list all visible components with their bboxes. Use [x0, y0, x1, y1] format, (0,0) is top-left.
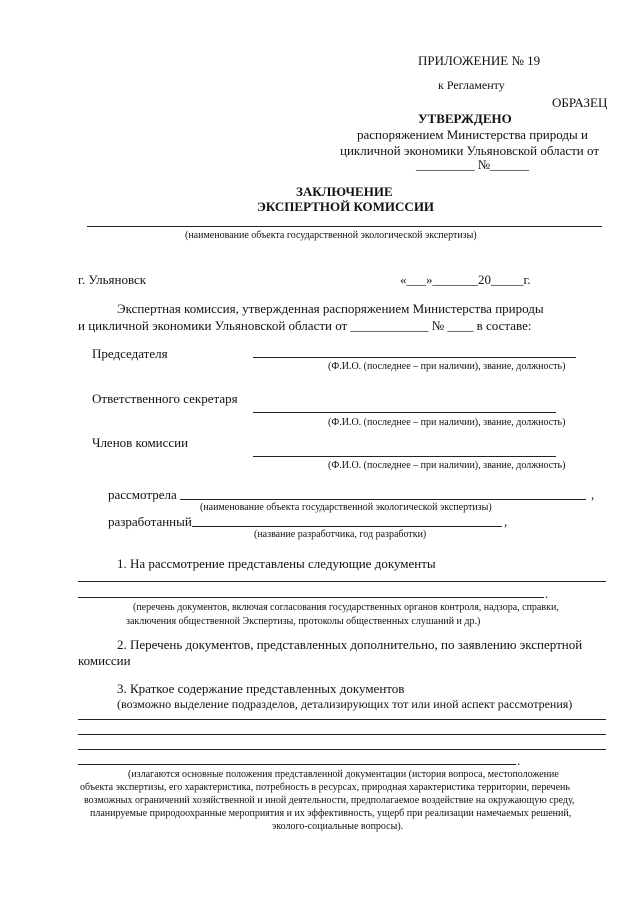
developed-label: разработанный: [108, 514, 192, 529]
approved-date-line: _________ №______: [416, 157, 530, 172]
section3-caption-line1: (излагаются основные положения представленной документации (история вопроса, местоположение: [128, 769, 559, 780]
role-members-caption: (Ф.И.О. (последнее – при наличии), звание, должность): [328, 460, 566, 471]
approved-by-line2: цикличной экономики Ульяновской области от: [340, 143, 600, 158]
section3-line1: [78, 719, 606, 720]
section3-line3: [78, 749, 606, 750]
regulation-ref: к Регламенту: [438, 78, 505, 92]
section3-subheading: (возможно выделение подразделов, детализирующих тот или иной аспект рассмотрения): [117, 697, 573, 711]
section3-caption-line3: возможных ограничений хозяйственной и иной деятельности, предполагаемое воздействие на окружающую среду,: [84, 795, 575, 806]
role-secretary-label: Ответственного секретаря: [92, 391, 238, 406]
section2-line2: комиссии: [78, 653, 131, 668]
role-members-line: [253, 456, 556, 457]
reviewed-caption: (наименование объекта государственной экологической экспертизы): [200, 502, 492, 513]
section3-caption-line4: планируемые природоохранные мероприятия и их эффективность, ущерб при реализации намечаемых решений,: [90, 808, 572, 819]
doc-title-line1: ЗАКЛЮЧЕНИЕ: [296, 184, 393, 199]
doc-date: «___»_______20_____г.: [400, 272, 531, 287]
role-members-label: Членов комиссии: [92, 435, 189, 450]
role-chairman-line: [253, 357, 576, 358]
section3-heading: 3. Краткое содержание представленных документов: [117, 681, 405, 696]
section3-caption-line2: объекта экспертизы, его характеристика, потребность в ресурсах, природная характеристика территории, перечень: [80, 782, 570, 793]
role-secretary-line: [253, 412, 556, 413]
section2-line1: 2. Перечень документов, представленных дополнительно, по заявлению экспертной: [117, 637, 583, 652]
doc-title-line2: ЭКСПЕРТНОЙ КОМИССИИ: [257, 199, 435, 214]
section1-line1: [78, 581, 606, 582]
developed-caption: (название разработчика, год разработки): [254, 529, 427, 540]
reviewed-line: [180, 499, 586, 500]
appendix-number: ПРИЛОЖЕНИЕ № 19: [418, 53, 541, 68]
section1-caption-line1: (перечень документов, включая согласования государственных органов контроля, надзора, справки,: [133, 602, 559, 613]
section3-line2: [78, 734, 606, 735]
section3-line4: [78, 764, 516, 765]
section1-end-dot: .: [545, 586, 549, 601]
developed-comma: ,: [504, 514, 508, 529]
role-secretary-caption: (Ф.И.О. (последнее – при наличии), звание, должность): [328, 417, 566, 428]
city: г. Ульяновск: [78, 272, 147, 287]
intro-line1: Экспертная комиссия, утвержденная распоряжением Министерства природы: [117, 301, 544, 316]
section3-end-dot: .: [517, 753, 521, 768]
section1-caption-line2: заключения общественной Экспертизы, протоколы общественных слушаний и др.): [126, 616, 481, 627]
sample-label: ОБРАЗЕЦ: [552, 95, 608, 110]
approved-by-line1: распоряжением Министерства природы и: [357, 127, 588, 142]
reviewed-comma: ,: [591, 487, 595, 502]
intro-line2: и цикличной экономики Ульяновской области от ____________ № ____ в составе:: [78, 318, 532, 333]
role-chairman-label: Председателя: [92, 346, 168, 361]
role-chairman-caption: (Ф.И.О. (последнее – при наличии), звание, должность): [328, 361, 566, 372]
section1-line2: [78, 597, 544, 598]
reviewed-label: рассмотрела: [108, 487, 177, 502]
approved-label: УТВЕРЖДЕНО: [418, 111, 512, 126]
developed-line: [192, 526, 502, 527]
section3-caption-line5: эколого-социальные вопросы).: [272, 821, 404, 832]
object-name-caption: (наименование объекта государственной экологической экспертизы): [185, 230, 477, 241]
section1-heading: 1. На рассмотрение представлены следующие документы: [117, 556, 436, 571]
object-name-line: [87, 226, 602, 227]
